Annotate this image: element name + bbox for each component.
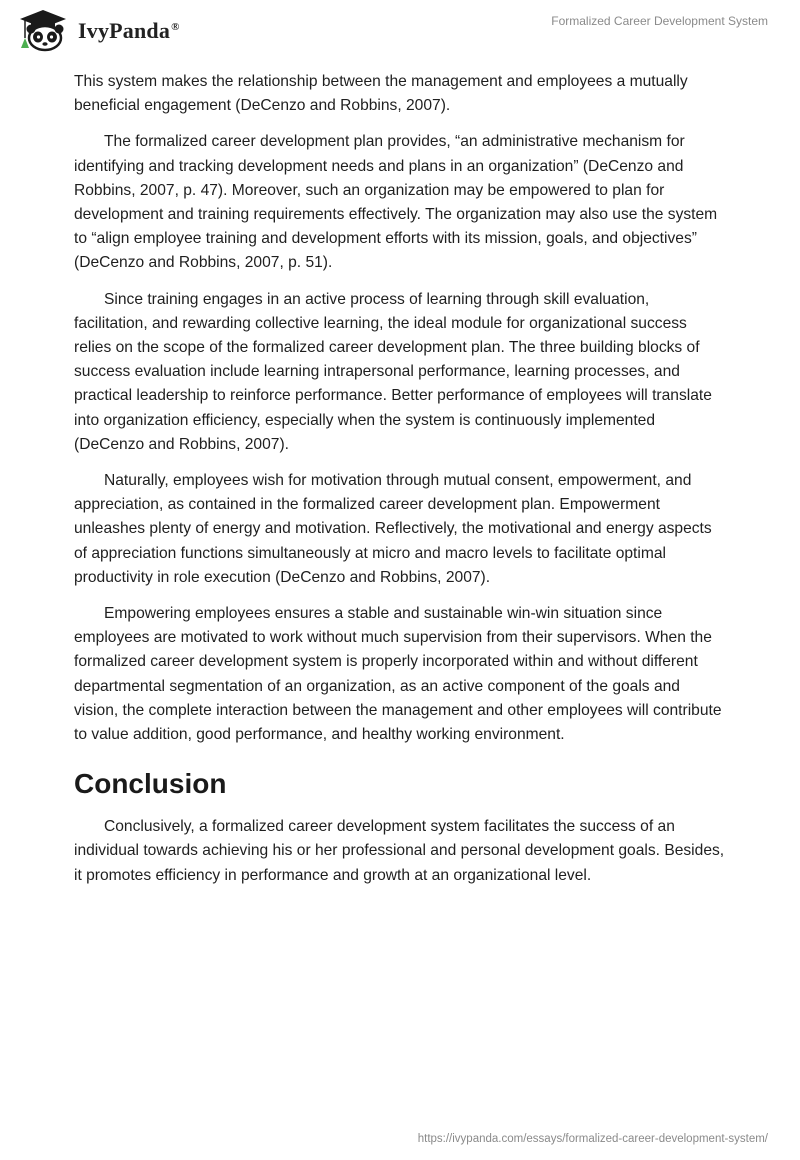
source-url[interactable]: https://ivypanda.com/essays/formalized-career-development-system/: [417, 1133, 768, 1145]
conclusion-paragraph: Conclusively, a formalized career development system facilitates the success of an individual towards achieving his or her professional and personal development goals. Besides, it promotes efficiency in performance and growth at an organizational level.: [74, 818, 725, 884]
registered-mark: ®: [171, 20, 180, 33]
paragraph: Since training engages in an active process of learning through skill evaluation, facilitation, and rewarding collective learning, the ideal module for organizational success relies on the scope of the formalized career development plan. The three building blocks of success evaluation include learning intrapersonal performance, learning processes, and practical leadership to reinforce performance. Better performance of employees will translate into organization efficiency, especially when the system is continuously implemented (DeCenzo and Robbins, 2007).: [74, 290, 712, 453]
conclusion-heading: Conclusion: [74, 768, 227, 800]
panda-graduate-icon: [14, 8, 72, 52]
running-title: Formalized Career Development System: [551, 14, 768, 28]
paragraph: Naturally, employees wish for motivation through mutual consent, empowerment, and appreciation, as contained in the formalized career development plan. Empowerment unleashes plenty of energy and motivation. Reflectively, the motivational and energy aspects of appreciation functions simultaneously at micro and macro levels to facilitate optimal productivity in role execution (DeCenzo and Robbins, 2007).: [74, 472, 712, 586]
paragraph: The formalized career development plan provides, “an administrative mechanism for identifying and tracking development needs and plans in an organization” (DeCenzo and Robbins, 2007, p. 47). Moreover, such an organization may be empowered to plan for development and training requirements effectively. The organization may also use the system to “align employee training and development efforts with its mission, goals, and objectives” (DeCenzo and Robbins, 2007, p. 51).: [74, 133, 718, 272]
article-body: [74, 70, 726, 900]
page-header: [0, 0, 800, 60]
brand-name-text: IvyPanda: [78, 18, 171, 43]
ivypanda-logo[interactable]: [14, 8, 180, 52]
brand-name: [78, 18, 180, 44]
paragraph: Empowering employees ensures a stable and sustainable win-win situation since employees are motivated to work without much supervision from their supervisors. When the formalized career development system is properly incorporated within and without different departmental segmentation of an organization, as an active component of the goals and vision, the complete interaction between the management and other employees will contribute to value addition, good performance, and healthy working environment.: [74, 605, 722, 744]
paragraph-continuation: This system makes the relationship between the management and employees a mutually beneficial engagement (DeCenzo and Robbins, 2007).: [74, 73, 688, 115]
